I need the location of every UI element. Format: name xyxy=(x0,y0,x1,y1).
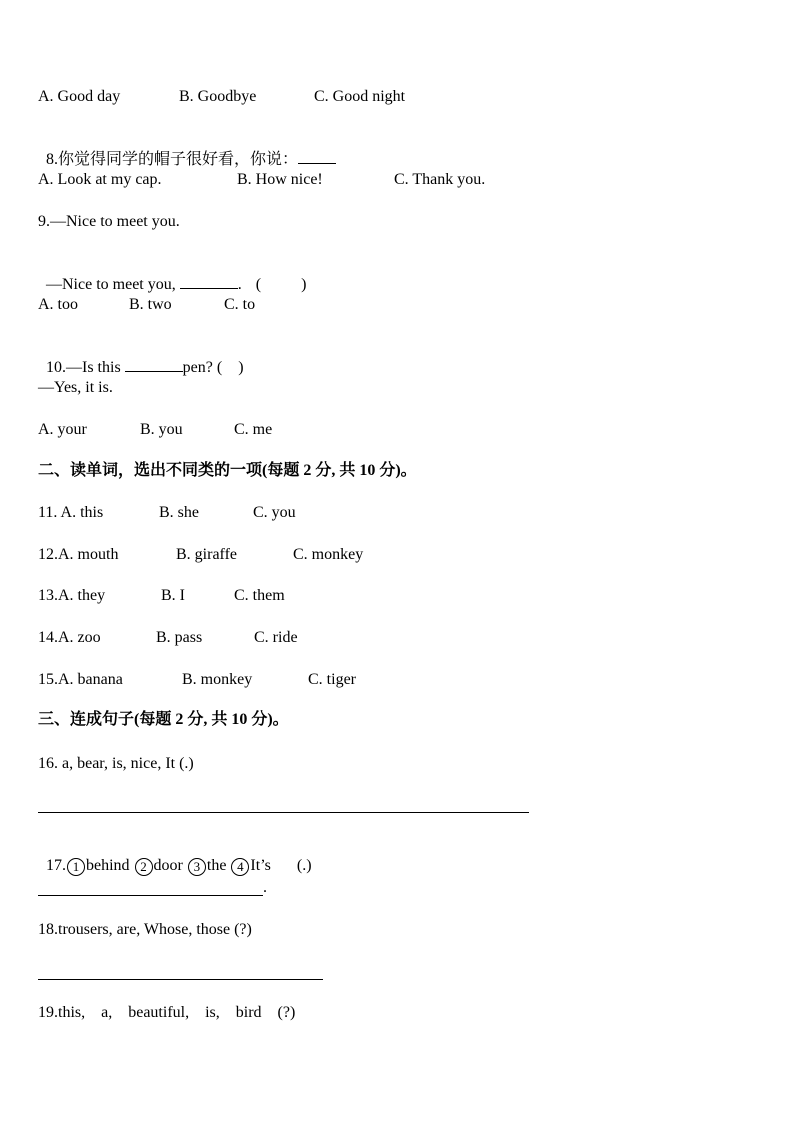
q17-end: (.) xyxy=(296,857,312,874)
q15-option-b[interactable]: B. monkey xyxy=(182,671,253,688)
q19-prompt: 19.this, a, beautiful, is, bird (?) xyxy=(38,1004,296,1021)
q10-stem-pre: 10.—Is this xyxy=(46,359,125,376)
q14-option-c[interactable]: C. ride xyxy=(254,629,298,646)
q13-option-a[interactable]: 13.A. they xyxy=(38,587,106,604)
q9-blank[interactable] xyxy=(180,274,238,289)
q7-option-a[interactable]: A. Good day xyxy=(38,88,121,105)
q9-option-c[interactable]: C. to xyxy=(224,296,256,313)
q8-option-a[interactable]: A. Look at my cap. xyxy=(38,171,162,188)
circled-number-2: 2 xyxy=(135,858,153,876)
q14-option-b[interactable]: B. pass xyxy=(156,629,203,646)
q9-line2-post: . xyxy=(237,276,242,293)
circled-number-4: 4 xyxy=(231,858,249,876)
q18-prompt: 18.trousers, are, Whose, those (?) xyxy=(38,921,252,938)
q14-option-a[interactable]: 14.A. zoo xyxy=(38,629,101,646)
q15-option-a[interactable]: 15.A. banana xyxy=(38,671,123,688)
q8-option-c[interactable]: C. Thank you. xyxy=(394,171,486,188)
q11-option-b[interactable]: B. she xyxy=(159,504,199,521)
q13-option-c[interactable]: C. them xyxy=(234,587,285,604)
q17-number: 17. xyxy=(46,857,66,874)
q17-answer-line[interactable] xyxy=(38,895,263,896)
q12-option-b[interactable]: B. giraffe xyxy=(176,546,238,563)
q9-option-b[interactable]: B. two xyxy=(129,296,172,313)
q17-word-2: door xyxy=(153,857,183,874)
q9-option-a[interactable]: A. too xyxy=(38,296,78,313)
q9-line2 xyxy=(38,254,306,295)
q10-option-b[interactable]: B. you xyxy=(140,421,183,438)
q7-option-c[interactable]: C. Good night xyxy=(314,88,406,105)
q8-blank[interactable] xyxy=(298,149,336,164)
q10-stem-post: pen? ( ) xyxy=(182,359,244,376)
section2-heading: 二、读单词，选出不同类的一项(每题 2 分, 共 10 分)。 xyxy=(38,462,417,479)
q18-answer-line[interactable] xyxy=(38,979,323,980)
q17-word-1: behind xyxy=(86,857,130,874)
q7-option-b[interactable]: B. Goodbye xyxy=(179,88,257,105)
q12-option-a[interactable]: 12.A. mouth xyxy=(38,546,119,563)
q8-option-b[interactable]: B. How nice! xyxy=(237,171,323,188)
section3-heading: 三、连成句子(每题 2 分, 共 10 分)。 xyxy=(38,711,289,728)
q17-word-3: the xyxy=(206,857,227,874)
q9-line1: 9.—Nice to meet you. xyxy=(38,213,180,230)
q10-option-c[interactable]: C. me xyxy=(234,421,273,438)
q15-option-c[interactable]: C. tiger xyxy=(308,671,356,688)
q10-option-a[interactable]: A. your xyxy=(38,421,87,438)
q10-line2: —Yes, it is. xyxy=(38,379,113,396)
q9-line2-pre: —Nice to meet you, xyxy=(46,276,180,293)
q16-answer-line[interactable] xyxy=(38,812,529,813)
q17-word-4: It’s xyxy=(250,857,271,874)
q8-stem-text: 8.你觉得同学的帽子很好看，你说： xyxy=(46,151,299,168)
q17-answer-period: . xyxy=(263,879,267,896)
q17-prompt xyxy=(38,836,312,876)
q12-option-c[interactable]: C. monkey xyxy=(293,546,364,563)
q13-option-b[interactable]: B. I xyxy=(161,587,185,604)
circled-number-1: 1 xyxy=(67,858,85,876)
q9-paren[interactable]: ( ) xyxy=(255,276,307,293)
q11-option-a[interactable]: 11. A. this xyxy=(38,504,104,521)
q10-blank[interactable] xyxy=(125,357,183,372)
circled-number-3: 3 xyxy=(188,858,206,876)
q10-stem xyxy=(38,337,244,378)
q8-stem xyxy=(38,129,336,170)
q16-prompt: 16. a, bear, is, nice, It (.) xyxy=(38,755,194,772)
q11-option-c[interactable]: C. you xyxy=(253,504,296,521)
